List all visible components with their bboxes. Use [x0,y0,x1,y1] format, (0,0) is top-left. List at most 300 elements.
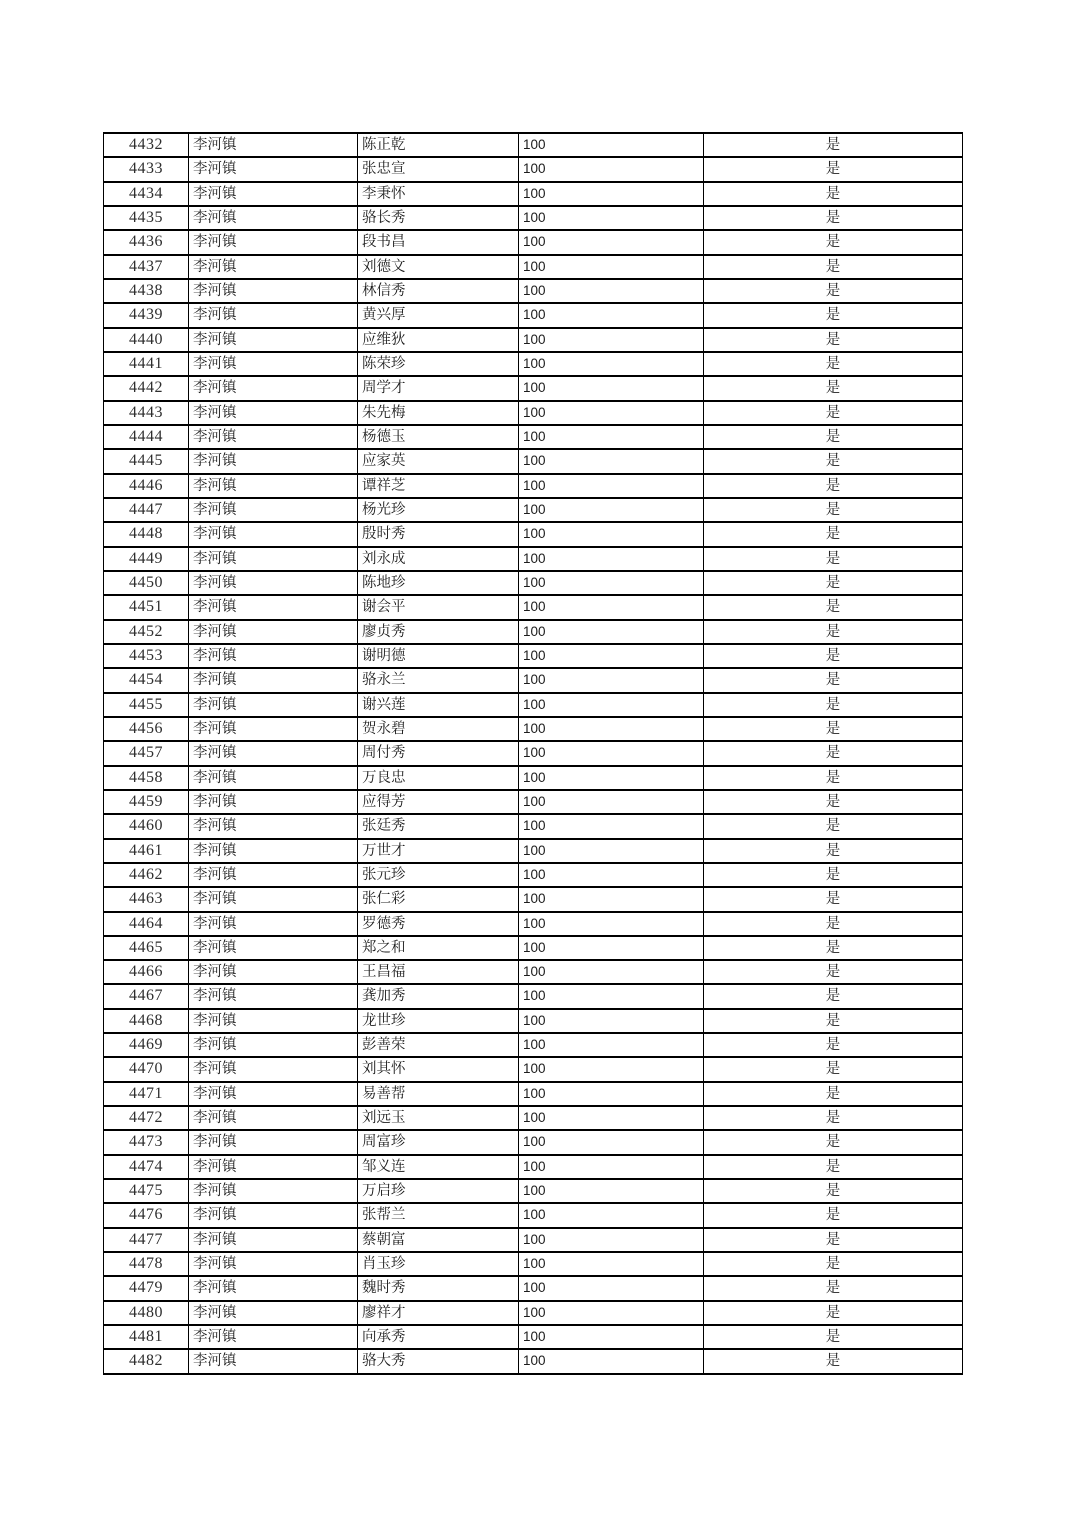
cell-serial-number: 4475 [104,1179,189,1203]
cell-flag: 是 [704,328,963,352]
cell-serial-number: 4444 [104,425,189,449]
cell-score: 100 [519,303,704,327]
table-row [104,717,963,741]
cell-person-name: 郑之和 [358,936,519,960]
cell-town: 李河镇 [189,693,358,717]
cell-score: 100 [519,912,704,936]
cell-score: 100 [519,328,704,352]
cell-flag: 是 [704,766,963,790]
cell-score: 100 [519,741,704,765]
cell-score: 100 [519,182,704,206]
cell-score: 100 [519,668,704,692]
cell-flag: 是 [704,1009,963,1033]
cell-serial-number: 4466 [104,960,189,984]
cell-person-name: 廖祥才 [358,1301,519,1325]
cell-score: 100 [519,401,704,425]
cell-person-name: 肖玉珍 [358,1252,519,1276]
cell-score: 100 [519,960,704,984]
table-row [104,474,963,498]
cell-serial-number: 4440 [104,328,189,352]
cell-flag: 是 [704,668,963,692]
table-row [104,157,963,181]
cell-person-name: 周学才 [358,376,519,400]
table-row [104,814,963,838]
table-row [104,1203,963,1227]
cell-town: 李河镇 [189,1349,358,1373]
cell-score: 100 [519,595,704,619]
table-row [104,693,963,717]
cell-person-name: 邹义连 [358,1155,519,1179]
cell-town: 李河镇 [189,863,358,887]
cell-score: 100 [519,1276,704,1300]
table-row [104,1033,963,1057]
cell-person-name: 应家英 [358,449,519,473]
cell-serial-number: 4480 [104,1301,189,1325]
cell-serial-number: 4463 [104,887,189,911]
cell-score: 100 [519,1349,704,1373]
cell-score: 100 [519,1057,704,1081]
table-row [104,1179,963,1203]
cell-score: 100 [519,449,704,473]
cell-person-name: 万良忠 [358,766,519,790]
cell-score: 100 [519,766,704,790]
cell-person-name: 刘德文 [358,255,519,279]
cell-serial-number: 4436 [104,230,189,254]
cell-flag: 是 [704,255,963,279]
table-row [104,595,963,619]
cell-person-name: 周富珍 [358,1130,519,1154]
cell-score: 100 [519,1325,704,1349]
cell-serial-number: 4470 [104,1057,189,1081]
cell-town: 李河镇 [189,1252,358,1276]
cell-person-name: 彭善荣 [358,1033,519,1057]
cell-score: 100 [519,984,704,1008]
cell-flag: 是 [704,182,963,206]
cell-flag: 是 [704,863,963,887]
cell-town: 李河镇 [189,230,358,254]
cell-score: 100 [519,230,704,254]
cell-person-name: 张仁彩 [358,887,519,911]
cell-town: 李河镇 [189,498,358,522]
table-row [104,887,963,911]
cell-serial-number: 4481 [104,1325,189,1349]
cell-person-name: 刘其怀 [358,1057,519,1081]
cell-serial-number: 4437 [104,255,189,279]
table-row [104,1155,963,1179]
table-row [104,255,963,279]
cell-flag: 是 [704,157,963,181]
cell-town: 李河镇 [189,522,358,546]
cell-person-name: 应维狄 [358,328,519,352]
cell-score: 100 [519,839,704,863]
cell-town: 李河镇 [189,668,358,692]
records-table [103,132,963,1375]
cell-serial-number: 4468 [104,1009,189,1033]
cell-town: 李河镇 [189,814,358,838]
cell-score: 100 [519,790,704,814]
cell-flag: 是 [704,1033,963,1057]
table-row [104,401,963,425]
cell-person-name: 谢兴莲 [358,693,519,717]
cell-town: 李河镇 [189,449,358,473]
cell-person-name: 应得芳 [358,790,519,814]
cell-town: 李河镇 [189,206,358,230]
cell-serial-number: 4432 [104,133,189,157]
cell-person-name: 万启珍 [358,1179,519,1203]
cell-score: 100 [519,1106,704,1130]
cell-flag: 是 [704,376,963,400]
cell-person-name: 殷时秀 [358,522,519,546]
table-row [104,741,963,765]
cell-person-name: 罗德秀 [358,912,519,936]
cell-serial-number: 4450 [104,571,189,595]
cell-score: 100 [519,474,704,498]
cell-flag: 是 [704,887,963,911]
cell-serial-number: 4465 [104,936,189,960]
cell-flag: 是 [704,1252,963,1276]
table-row [104,1009,963,1033]
cell-flag: 是 [704,620,963,644]
cell-town: 李河镇 [189,1301,358,1325]
cell-flag: 是 [704,425,963,449]
cell-score: 100 [519,1009,704,1033]
cell-town: 李河镇 [189,1179,358,1203]
cell-flag: 是 [704,1203,963,1227]
cell-town: 李河镇 [189,182,358,206]
cell-serial-number: 4442 [104,376,189,400]
cell-flag: 是 [704,206,963,230]
cell-town: 李河镇 [189,1276,358,1300]
table-row [104,936,963,960]
cell-flag: 是 [704,474,963,498]
cell-person-name: 谢会平 [358,595,519,619]
cell-serial-number: 4455 [104,693,189,717]
cell-person-name: 张帮兰 [358,1203,519,1227]
cell-person-name: 陈荣珍 [358,352,519,376]
cell-town: 李河镇 [189,1009,358,1033]
table-row [104,1130,963,1154]
cell-score: 100 [519,571,704,595]
cell-flag: 是 [704,303,963,327]
cell-town: 李河镇 [189,1155,358,1179]
cell-town: 李河镇 [189,620,358,644]
cell-person-name: 向承秀 [358,1325,519,1349]
cell-town: 李河镇 [189,984,358,1008]
cell-flag: 是 [704,133,963,157]
records-table-container [103,132,963,1375]
cell-serial-number: 4472 [104,1106,189,1130]
table-row [104,839,963,863]
cell-town: 李河镇 [189,960,358,984]
cell-flag: 是 [704,522,963,546]
cell-serial-number: 4456 [104,717,189,741]
cell-flag: 是 [704,1082,963,1106]
cell-town: 李河镇 [189,571,358,595]
cell-person-name: 龙世珍 [358,1009,519,1033]
cell-town: 李河镇 [189,912,358,936]
cell-serial-number: 4479 [104,1276,189,1300]
cell-score: 100 [519,1130,704,1154]
cell-flag: 是 [704,960,963,984]
cell-town: 李河镇 [189,1082,358,1106]
cell-town: 李河镇 [189,133,358,157]
cell-serial-number: 4459 [104,790,189,814]
cell-serial-number: 4448 [104,522,189,546]
cell-serial-number: 4477 [104,1228,189,1252]
cell-score: 100 [519,620,704,644]
cell-person-name: 杨德玉 [358,425,519,449]
cell-score: 100 [519,1228,704,1252]
cell-person-name: 张廷秀 [358,814,519,838]
cell-flag: 是 [704,571,963,595]
cell-serial-number: 4458 [104,766,189,790]
cell-town: 李河镇 [189,1130,358,1154]
cell-serial-number: 4462 [104,863,189,887]
table-row [104,328,963,352]
cell-score: 100 [519,1203,704,1227]
cell-serial-number: 4454 [104,668,189,692]
cell-town: 李河镇 [189,1033,358,1057]
cell-town: 李河镇 [189,1057,358,1081]
cell-town: 李河镇 [189,474,358,498]
cell-town: 李河镇 [189,1228,358,1252]
cell-town: 李河镇 [189,352,358,376]
cell-serial-number: 4464 [104,912,189,936]
cell-flag: 是 [704,1130,963,1154]
cell-person-name: 万世才 [358,839,519,863]
cell-score: 100 [519,814,704,838]
cell-score: 100 [519,206,704,230]
table-row [104,790,963,814]
table-row [104,1252,963,1276]
cell-serial-number: 4435 [104,206,189,230]
cell-town: 李河镇 [189,717,358,741]
cell-serial-number: 4473 [104,1130,189,1154]
cell-score: 100 [519,279,704,303]
table-row [104,182,963,206]
cell-person-name: 陈正乾 [358,133,519,157]
table-row [104,352,963,376]
cell-flag: 是 [704,595,963,619]
table-row [104,1276,963,1300]
cell-person-name: 刘永成 [358,547,519,571]
cell-town: 李河镇 [189,1325,358,1349]
cell-person-name: 王昌福 [358,960,519,984]
cell-person-name: 龚加秀 [358,984,519,1008]
cell-serial-number: 4449 [104,547,189,571]
cell-score: 100 [519,498,704,522]
cell-flag: 是 [704,401,963,425]
cell-flag: 是 [704,814,963,838]
table-row [104,863,963,887]
cell-person-name: 骆永兰 [358,668,519,692]
table-row [104,1082,963,1106]
cell-serial-number: 4443 [104,401,189,425]
cell-score: 100 [519,376,704,400]
cell-flag: 是 [704,547,963,571]
cell-town: 李河镇 [189,766,358,790]
cell-flag: 是 [704,984,963,1008]
cell-serial-number: 4460 [104,814,189,838]
cell-person-name: 段书昌 [358,230,519,254]
table-row [104,1301,963,1325]
table-row [104,303,963,327]
table-row [104,1349,963,1373]
cell-serial-number: 4474 [104,1155,189,1179]
cell-score: 100 [519,1033,704,1057]
cell-person-name: 易善帮 [358,1082,519,1106]
table-row [104,425,963,449]
cell-flag: 是 [704,449,963,473]
cell-flag: 是 [704,790,963,814]
cell-flag: 是 [704,1155,963,1179]
cell-flag: 是 [704,230,963,254]
cell-serial-number: 4482 [104,1349,189,1373]
cell-person-name: 蔡朝富 [358,1228,519,1252]
cell-score: 100 [519,255,704,279]
table-row [104,1228,963,1252]
cell-town: 李河镇 [189,279,358,303]
cell-flag: 是 [704,912,963,936]
cell-town: 李河镇 [189,1203,358,1227]
cell-score: 100 [519,1252,704,1276]
table-row [104,206,963,230]
cell-town: 李河镇 [189,157,358,181]
table-row [104,547,963,571]
cell-person-name: 谭祥芝 [358,474,519,498]
table-row [104,766,963,790]
cell-person-name: 陈地珍 [358,571,519,595]
cell-flag: 是 [704,936,963,960]
cell-score: 100 [519,133,704,157]
cell-flag: 是 [704,1179,963,1203]
cell-town: 李河镇 [189,1106,358,1130]
cell-flag: 是 [704,1106,963,1130]
cell-person-name: 贺永碧 [358,717,519,741]
cell-score: 100 [519,863,704,887]
cell-flag: 是 [704,279,963,303]
cell-score: 100 [519,352,704,376]
cell-flag: 是 [704,693,963,717]
cell-serial-number: 4478 [104,1252,189,1276]
table-row [104,376,963,400]
table-row [104,498,963,522]
cell-town: 李河镇 [189,790,358,814]
cell-person-name: 魏时秀 [358,1276,519,1300]
cell-town: 李河镇 [189,303,358,327]
cell-town: 李河镇 [189,328,358,352]
cell-flag: 是 [704,1301,963,1325]
table-row [104,644,963,668]
cell-score: 100 [519,157,704,181]
table-row [104,449,963,473]
cell-serial-number: 4469 [104,1033,189,1057]
cell-score: 100 [519,547,704,571]
cell-town: 李河镇 [189,839,358,863]
cell-town: 李河镇 [189,595,358,619]
cell-serial-number: 4445 [104,449,189,473]
cell-score: 100 [519,522,704,546]
cell-person-name: 朱先梅 [358,401,519,425]
cell-town: 李河镇 [189,376,358,400]
cell-flag: 是 [704,741,963,765]
cell-score: 100 [519,1179,704,1203]
cell-serial-number: 4433 [104,157,189,181]
cell-person-name: 周付秀 [358,741,519,765]
cell-person-name: 张忠宣 [358,157,519,181]
cell-serial-number: 4439 [104,303,189,327]
cell-flag: 是 [704,1276,963,1300]
cell-town: 李河镇 [189,644,358,668]
table-row [104,620,963,644]
cell-serial-number: 4441 [104,352,189,376]
cell-score: 100 [519,1155,704,1179]
table-row [104,133,963,157]
cell-flag: 是 [704,1349,963,1373]
cell-town: 李河镇 [189,741,358,765]
cell-serial-number: 4451 [104,595,189,619]
cell-serial-number: 4457 [104,741,189,765]
cell-person-name: 李秉怀 [358,182,519,206]
cell-person-name: 骆大秀 [358,1349,519,1373]
cell-serial-number: 4446 [104,474,189,498]
table-row [104,912,963,936]
cell-flag: 是 [704,1057,963,1081]
cell-score: 100 [519,887,704,911]
cell-person-name: 骆长秀 [358,206,519,230]
cell-serial-number: 4447 [104,498,189,522]
cell-serial-number: 4467 [104,984,189,1008]
cell-town: 李河镇 [189,936,358,960]
cell-flag: 是 [704,717,963,741]
cell-score: 100 [519,644,704,668]
cell-town: 李河镇 [189,255,358,279]
cell-town: 李河镇 [189,401,358,425]
cell-serial-number: 4452 [104,620,189,644]
table-row [104,984,963,1008]
records-table-body [104,133,963,1374]
cell-flag: 是 [704,839,963,863]
cell-town: 李河镇 [189,425,358,449]
cell-person-name: 林信秀 [358,279,519,303]
cell-score: 100 [519,936,704,960]
table-row [104,1325,963,1349]
cell-serial-number: 4434 [104,182,189,206]
table-row [104,522,963,546]
cell-person-name: 谢明德 [358,644,519,668]
table-row [104,960,963,984]
cell-flag: 是 [704,498,963,522]
cell-flag: 是 [704,352,963,376]
table-row [104,668,963,692]
cell-serial-number: 4438 [104,279,189,303]
cell-person-name: 杨光珍 [358,498,519,522]
table-row [104,1057,963,1081]
cell-score: 100 [519,1082,704,1106]
cell-serial-number: 4461 [104,839,189,863]
cell-town: 李河镇 [189,547,358,571]
table-row [104,571,963,595]
cell-flag: 是 [704,644,963,668]
cell-score: 100 [519,425,704,449]
cell-flag: 是 [704,1325,963,1349]
cell-score: 100 [519,1301,704,1325]
table-row [104,230,963,254]
cell-person-name: 廖贞秀 [358,620,519,644]
cell-person-name: 黄兴厚 [358,303,519,327]
table-row [104,1106,963,1130]
cell-serial-number: 4476 [104,1203,189,1227]
